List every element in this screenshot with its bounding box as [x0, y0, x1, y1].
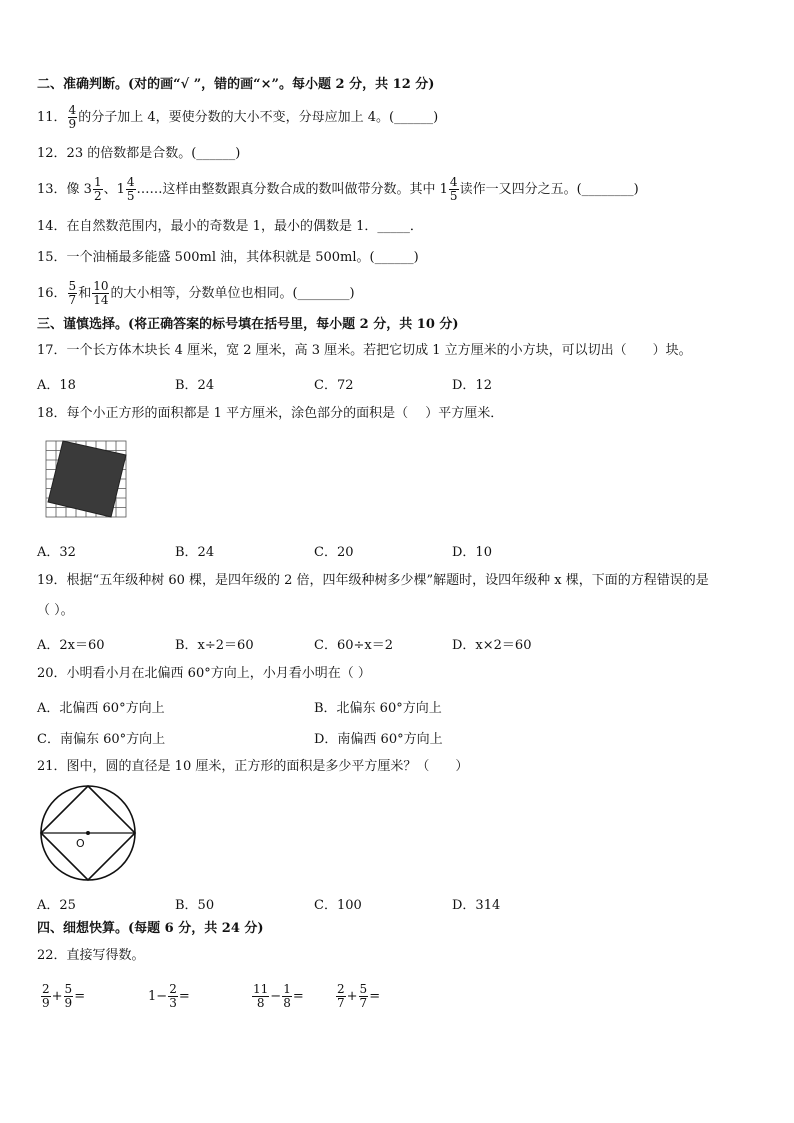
- grid-figure: [45, 440, 129, 520]
- option-b: B．24: [175, 545, 215, 560]
- option-c: C．72: [314, 378, 354, 393]
- question-19: 19．根据“五年级种树 60 棵，是四年级的 2 倍，四年级种树多少棵”解题时，设四年级种 x 棵，下面的方程错误的是: [37, 573, 709, 588]
- center-label: O: [76, 837, 85, 850]
- fraction-numerator: 4: [68, 103, 77, 117]
- fraction-numerator: 2: [169, 982, 177, 996]
- fraction-denominator: 3: [169, 996, 177, 1010]
- calc-expression-1: [40, 983, 85, 1010]
- fraction-denominator: 2: [93, 189, 102, 203]
- fraction: [252, 983, 269, 1010]
- question-20: 20．小明看小月在北偏西 60°方向上，小月看小明在（ ）: [37, 666, 371, 681]
- fraction: [282, 983, 292, 1010]
- fraction: [64, 983, 74, 1010]
- question-18: 18．每个小正方形的面积都是 1 平方厘米，涂色部分的面积是（ ）平方厘米．: [37, 406, 504, 421]
- option-a: A．北偏西 60°方向上: [37, 701, 165, 716]
- fraction: [68, 104, 78, 131]
- fraction: [359, 983, 369, 1010]
- option-d: D．x×2＝60: [452, 638, 532, 653]
- fraction-denominator: 8: [256, 996, 265, 1010]
- option-a: A．2x＝60: [37, 638, 105, 653]
- fraction-numerator: 2: [337, 982, 345, 996]
- option-d: D．314: [452, 898, 501, 913]
- fraction: [126, 176, 136, 203]
- option-a: A．25: [37, 898, 76, 913]
- fraction-denominator: 7: [337, 996, 345, 1010]
- question-middle: ……这样由整数跟真分数合成的数叫做带分数。其中 1: [136, 182, 448, 197]
- question-15: 15．一个油桶最多能盛 500ml 油，其体积就是 500ml。(______): [37, 250, 419, 265]
- fraction-numerator: 5: [359, 982, 368, 996]
- fraction-numerator: 4: [449, 175, 458, 189]
- fraction-denominator: 7: [68, 293, 77, 307]
- question-13: [37, 173, 639, 207]
- operator: +: [346, 989, 358, 1004]
- fraction-denominator: 5: [449, 189, 458, 203]
- section-2-heading: 二、准确判断。(对的画“√ ”，错的画“×”。每小题 2 分，共 12 分): [37, 77, 435, 92]
- question-number: 16．: [37, 286, 67, 301]
- question-text: 的分子加上 4，要使分数的大小不变，分母应加上 4。(______): [78, 110, 439, 125]
- fraction-denominator: 9: [64, 996, 73, 1010]
- question-19-bracket: （ ）。: [37, 603, 74, 618]
- fraction: [41, 983, 51, 1010]
- fraction-numerator: 2: [42, 982, 50, 996]
- equals: =: [292, 989, 304, 1004]
- option-b: B．北偏东 60°方向上: [314, 701, 442, 716]
- section-3-heading: 三、谨慎选择。(将正确答案的标号填在括号里，每小题 2 分，共 10 分): [37, 317, 459, 332]
- fraction-denominator: 5: [126, 189, 135, 203]
- fraction: [68, 280, 78, 307]
- fraction-denominator: 8: [283, 996, 291, 1010]
- calc-expression-2: [148, 983, 190, 1010]
- fraction-denominator: 9: [42, 996, 50, 1010]
- fraction-numerator: 4: [126, 175, 135, 189]
- question-22: 22．直接写得数。: [37, 948, 145, 963]
- option-c: C．20: [314, 545, 354, 560]
- circle-square-figure: [38, 785, 140, 885]
- operator: +: [51, 989, 63, 1004]
- fraction: [336, 983, 346, 1010]
- fraction-numerator: 5: [68, 279, 77, 293]
- equals: =: [369, 989, 381, 1004]
- section-4-heading: 四、细想快算。(每题 6 分，共 24 分): [37, 921, 264, 936]
- question-17: 17．一个长方体木块长 4 厘米，宽 2 厘米，高 3 厘米。若把它切成 1 立方厘米的小方块，可以切出（ ）块。: [37, 343, 692, 358]
- fraction: [449, 176, 459, 203]
- fraction-numerator: 11: [253, 982, 269, 996]
- option-b: B．24: [175, 378, 215, 393]
- question-text: 的大小相等，分数单位也相同。(________): [110, 286, 355, 301]
- option-d: D．南偏西 60°方向上: [314, 732, 443, 747]
- fraction-numerator: 1: [93, 175, 102, 189]
- question-number: 11．: [37, 110, 67, 125]
- fraction: [92, 280, 109, 307]
- question-12: 12．23 的倍数都是合数。(______): [37, 146, 241, 161]
- equals: =: [178, 989, 190, 1004]
- fraction-denominator: 14: [93, 293, 109, 307]
- question-11: [37, 103, 438, 133]
- fraction: [168, 983, 178, 1010]
- option-a: A．18: [37, 378, 76, 393]
- option-c: C．60÷x＝2: [314, 638, 393, 653]
- question-16: [37, 277, 355, 311]
- option-c: C．南偏东 60°方向上: [37, 732, 166, 747]
- shaded-square: [48, 441, 126, 517]
- option-c: C．100: [314, 898, 362, 913]
- operator: −: [156, 989, 168, 1004]
- fraction: [93, 176, 103, 203]
- question-suffix: 读作一又四分之五。(________): [459, 182, 639, 197]
- whole-number: 1: [148, 989, 157, 1004]
- question-prefix: 13．像 3: [37, 182, 92, 197]
- fraction-denominator: 7: [359, 996, 368, 1010]
- fraction-numerator: 5: [64, 982, 73, 996]
- fraction-denominator: 9: [68, 117, 77, 131]
- and-text: 和: [78, 286, 92, 301]
- equals: =: [74, 989, 86, 1004]
- operator: −: [270, 989, 282, 1004]
- option-b: B．x÷2＝60: [175, 638, 254, 653]
- fraction-numerator: 10: [93, 279, 109, 293]
- option-a: A．32: [37, 545, 76, 560]
- separator: 、1: [103, 182, 125, 197]
- question-21: 21．图中，圆的直径是 10 厘米，正方形的面积是多少平方厘米？（ ）: [37, 759, 469, 774]
- option-d: D．12: [452, 378, 492, 393]
- fraction-numerator: 1: [283, 982, 291, 996]
- calc-expression-4: [335, 983, 380, 1010]
- calc-expression-3: [251, 983, 304, 1010]
- question-14: 14．在自然数范围内，最小的奇数是 1，最小的偶数是 1．_____．: [37, 219, 423, 234]
- option-b: B．50: [175, 898, 215, 913]
- option-d: D．10: [452, 545, 492, 560]
